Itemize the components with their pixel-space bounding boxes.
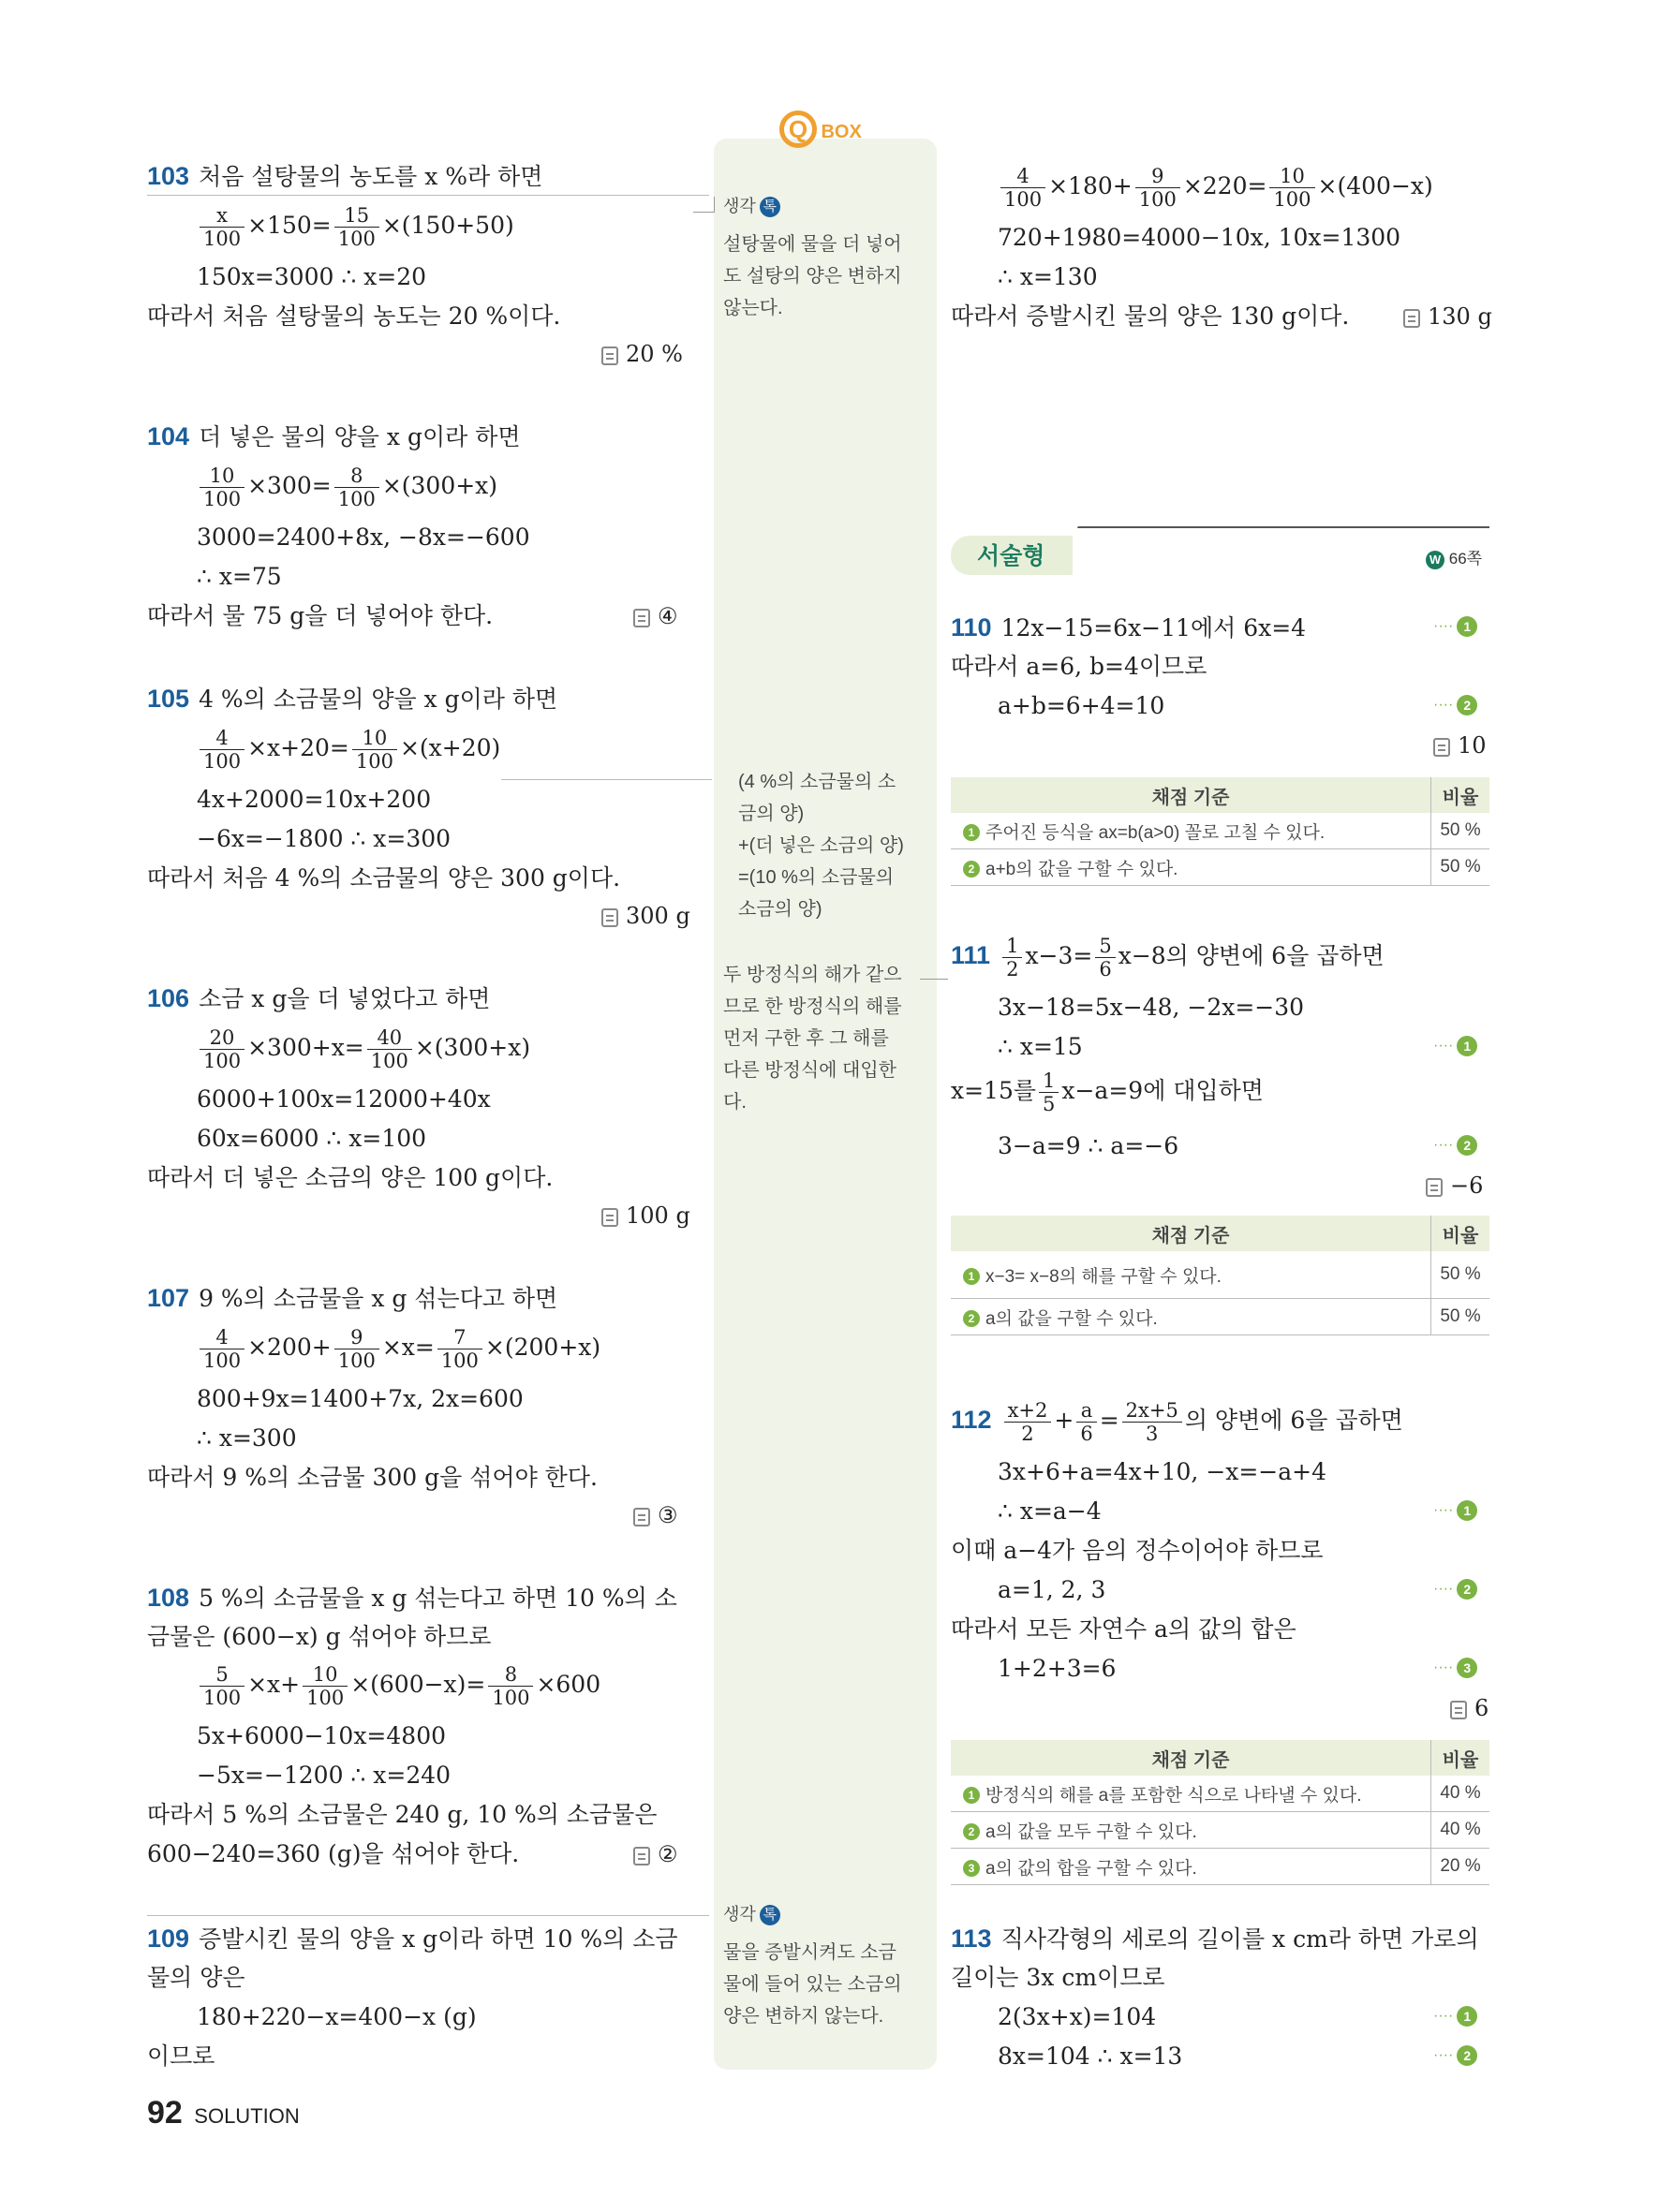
problem-109-conclusion: 따라서 증발시킨 물의 양은 130 g이다. [951,302,1350,330]
problem-105-head: 105 4 %의 소금물의 양을 x g이라 하면 [147,685,558,713]
problem-109-tail: 이므로 [147,2042,215,2070]
problem-103-eq1: $\frac{x}{100}$ ×150= $\frac{15}{100}$ ×(150+50) [197,204,514,250]
problem-106-answer: 100 g [601,1202,690,1229]
problem-112-line5: a=1, 2, 3 [998,1576,1106,1603]
table-row: 1 방정식의 해를 a를 포함한 식으로 나타낼 수 있다. 40 % [951,1776,1489,1812]
problem-111-line4: x=15를 $\frac{1}{5}$ x−a=9에 대입하면 [951,1069,1264,1115]
problem-105-conclusion: 따라서 처음 4 %의 소금물의 양은 300 g이다. [147,864,621,892]
problem-108-head2: 금물은 (600−x) g 섞어야 하므로 [147,1623,492,1650]
table-row: 3 a의 값의 합을 구할 수 있다. 20 % [951,1849,1489,1885]
side-note-3: 두 방정식의 해가 같으 므로 한 방정식의 해를 먼저 구한 후 그 해를 다른 방정식에 대입한 다. [723,965,902,1113]
table-row: 2 a의 값을 모두 구할 수 있다. 40 % [951,1812,1489,1849]
answer-icon [1433,738,1450,757]
criteria-table-111: 채점 기준 비율 1 x−3= x−8의 해를 구할 수 있다. 50 % 2 a의 값을 구할 수 있다. 50 % [951,1216,1489,1335]
table-row: 1 x−3= x−8의 해를 구할 수 있다. 50 % [951,1251,1489,1299]
essay-title: 서술형 [977,543,1045,569]
problem-112-line4: 이때 a−4가 음의 정수이어야 하므로 [951,1537,1324,1564]
answer-icon [601,347,618,365]
side-note-1: 설탕물에 물을 더 넣어 도 설탕의 양은 변하지 않는다. [723,234,902,318]
problem-106-conclusion: 따라서 더 넣은 소금의 양은 100 g이다. [147,1164,554,1191]
mark-113-1: ···· 1 [1433,2006,1477,2027]
problem-103-eq2: 150x=3000 ∴ x=20 [197,263,427,290]
problem-109-eq2: 720+1980=4000−10x, 10x=1300 [998,224,1401,251]
side-note-4: 물을 증발시켜도 소금 물에 들어 있는 소금의 양은 변하지 않는다. [723,1942,902,2027]
mark-112-1: ···· 1 [1433,1500,1477,1521]
criteria-table-110: 채점 기준 비율 1 주어진 등식을 ax=b(a>0) 꼴로 고칠 수 있다. 50 % 2 a+b의 값을 구할 수 있다. 50 % [951,777,1489,886]
problem-105-eq3: −6x=−1800 ∴ x=300 [197,825,452,852]
problem-113-line2: 길이는 3x cm이므로 [951,1964,1165,1991]
problem-104-eq1: $\frac{10}{100}$ ×300= $\frac{8}{100}$ ×(300+x) [197,465,497,510]
answer-icon [1403,309,1420,328]
criteria-table-112: 채점 기준 비율 1 방정식의 해를 a를 포함한 식으로 나타낼 수 있다. 40 % 2 a의 값을 모두 구할 수 있다. 40 % 3 a의 값의 합을 구할 수 있다. 20 % [951,1740,1489,1885]
problem-109-answer: 130 g [1403,303,1492,330]
mark-113-2: ···· 2 [1433,2045,1477,2066]
footer-label: SOLUTION [194,2104,300,2128]
problem-111-line1: 111 $\frac{1}{2}$ x−3= $\frac{5}{6}$ x−8의 양변에 6을 곱하면 [951,935,1385,981]
problem-109-head1: 109 증발시킨 물의 양을 x g이라 하면 10 %의 소금 [147,1924,678,1953]
problem-105-eq2: 4x+2000=10x+200 [197,786,432,813]
qbox-title: Q BOX [779,111,862,148]
answer-icon [1450,1701,1467,1719]
w-icon: W [1426,551,1444,569]
problem-108-head1: 108 5 %의 소금물을 x g 섞는다고 하면 10 %의 소 [147,1584,677,1612]
mark-111-1: ···· 1 [1433,1036,1477,1056]
problem-109-head2: 물의 양은 [147,1964,245,1991]
page-number: 92 [147,2095,183,2131]
problem-105-answer: 300 g [601,903,690,929]
table-row: 1 주어진 등식을 ax=b(a>0) 꼴로 고칠 수 있다. 50 % [951,813,1489,849]
problem-112-line1: 112 $\frac{x+2}{2}$ + $\frac{a}{6}$ = $\frac{2x+5}{3}$ 의 양변에 6을 곱하면 [951,1399,1403,1445]
problem-103-conclusion: 따라서 처음 설탕물의 농도는 20 %이다. [147,302,561,330]
answer-icon [633,1508,650,1526]
problem-107-eq3: ∴ x=300 [197,1424,297,1452]
problem-108-eq2: 5x+6000−10x=4800 [197,1722,447,1749]
problem-113-line3: 2(3x+x)=104 [998,2003,1157,2030]
mark-110-2: ···· 2 [1433,695,1477,715]
problem-105-eq1: $\frac{4}{100}$ ×x+20= $\frac{10}{100}$ ×(x+20) [197,727,500,773]
problem-106-eq3: 60x=6000 ∴ x=100 [197,1125,427,1152]
problem-107-eq2: 800+9x=1400+7x, 2x=600 [197,1385,524,1412]
problem-104-answer: ④ [633,603,678,629]
problem-108-conclusion1: 따라서 5 %의 소금물은 240 g, 10 %의 소금물은 [147,1801,658,1828]
qbox-q-icon: Q [779,111,817,148]
problem-111-line3: ∴ x=15 [998,1033,1083,1060]
problem-110-line3: a+b=6+4=10 [998,692,1165,719]
problem-108-answer: ② [633,1841,678,1867]
problem-107-conclusion: 따라서 9 %의 소금물 300 g을 섞어야 한다. [147,1464,598,1491]
problem-110-line1: 110 12x−15=6x−11에서 6x=4 [951,613,1307,641]
answer-icon [1426,1178,1443,1197]
problem-113-line1: 113 직사각형의 세로의 길이를 x cm라 하면 가로의 [951,1924,1479,1953]
essay-page-ref: W 66쪽 [1426,545,1482,569]
problem-111-answer: −6 [1426,1172,1483,1199]
problem-108-conclusion2: 600−240=360 (g)을 섞어야 한다. [147,1840,520,1867]
problem-107-head: 107 9 %의 소금물을 x g 섞는다고 하면 [147,1284,558,1312]
mark-111-2: ···· 2 [1433,1135,1477,1156]
side-tag-1: 생각 톡 [723,193,780,217]
problem-107-answer: ③ [633,1502,678,1528]
problem-108-eq1: $\frac{5}{100}$ ×x+ $\frac{10}{100}$ ×(600−x)= $\frac{8}{100}$ ×600 [197,1663,600,1709]
problem-112-line7: 1+2+3=6 [998,1655,1117,1682]
problem-110-line2: 따라서 a=6, b=4이므로 [951,653,1207,680]
problem-107-eq1: $\frac{4}{100}$ ×200+ $\frac{9}{100}$ ×x= $\frac{7}{100}$ ×(200+x) [197,1326,600,1372]
problem-112-line6: 따라서 모든 자연수 a의 값의 합은 [951,1615,1296,1643]
problem-104-conclusion: 따라서 물 75 g을 더 넣어야 한다. [147,602,494,629]
problem-111-line2: 3x−18=5x−48, −2x=−30 [998,994,1305,1021]
table-row: 2 a의 값을 구할 수 있다. 50 % [951,1299,1489,1335]
answer-icon [601,908,618,927]
mark-112-3: ···· 3 [1433,1658,1477,1678]
mark-112-2: ···· 2 [1433,1579,1477,1600]
side-tag-2: 생각 톡 [723,1901,780,1925]
problem-109-eq3: ∴ x=130 [998,263,1098,290]
problem-111-line5: 3−a=9 ∴ a=−6 [998,1132,1179,1159]
table-row: 2 a+b의 값을 구할 수 있다. 50 % [951,849,1489,886]
problem-104-head: 104 더 넣은 물의 양을 x g이라 하면 [147,422,521,450]
mark-110-1: ···· 1 [1433,616,1477,637]
problem-103-answer: 20 % [601,341,683,367]
problem-104-eq2: 3000=2400+8x, −8x=−600 [197,524,530,551]
side-note-2: (4 %의 소금물의 소 금의 양) +(더 넣은 소금의 양) =(10 %의 소금물의 소금의 양) [738,772,904,920]
problem-109-eq1: 180+220−x=400−x (g) [197,2003,477,2030]
answer-icon [633,609,650,627]
answer-icon [633,1847,650,1865]
answer-icon [601,1208,618,1227]
problem-104-eq3: ∴ x=75 [197,563,282,590]
problem-106-eq1: $\frac{20}{100}$ ×300+x= $\frac{40}{100}$ ×(300+x) [197,1026,530,1072]
problem-110-answer: 10 [1433,732,1487,759]
problem-106-head: 106 소금 x g을 더 넣었다고 하면 [147,984,491,1012]
problem-112-line3: ∴ x=a−4 [998,1497,1102,1525]
problem-112-answer: 6 [1450,1695,1489,1721]
problem-109-eq-frac: $\frac{4}{100}$ ×180+ $\frac{9}{100}$ ×220= $\frac{10}{100}$ ×(400−x) [998,165,1433,211]
page-footer [147,2095,300,2131]
problem-113-line4: 8x=104 ∴ x=13 [998,2042,1183,2070]
problem-106-eq2: 6000+100x=12000+40x [197,1085,491,1113]
problem-112-line2: 3x+6+a=4x+10, −x=−a+4 [998,1458,1327,1485]
problem-108-eq3: −5x=−1200 ∴ x=240 [197,1762,452,1789]
problem-103-head: 103 처음 설탕물의 농도를 x %라 하면 [147,162,543,190]
